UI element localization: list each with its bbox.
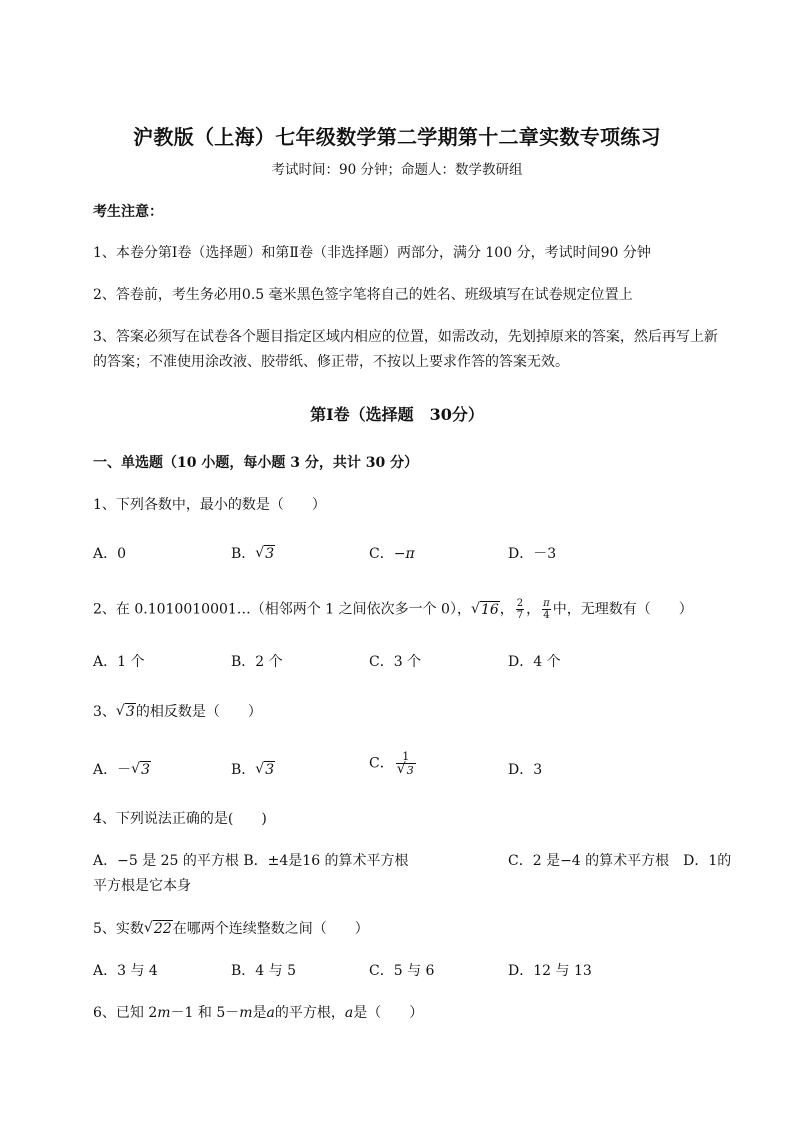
notice-item-3-line-2: 的答案；不准使用涂改液、胶带纸、修正带，不按以上要求作答的答案无效。 [93,354,569,370]
page-title: 沪教版（上海）七年级数学第二学期第十二章实数专项练习 [133,125,661,149]
q4-options-line-2: 平方根是它本身 [93,878,191,894]
q4-options-line-1-c: C．2 是−4 的算术平方根 D．1的 [508,853,732,869]
q1-option-b: B．√ 3 [231,543,275,563]
q1-option-a: A．0 [93,546,127,562]
q4-options-line-1: A．−5 是 25 的平方根 B．±4是16 的算术平方根 [93,853,409,869]
q3-option-d: D．3 [508,762,543,778]
question-5-stem: 5、实数√ 22在哪两个连续整数之间（ ） [93,918,369,938]
exam-info: 考试时间：90 分钟；命题人：数学教研组 [271,162,523,178]
q1-option-c: C．−π [369,546,415,562]
question-6-stem: 6、已知 2m－1 和 5－m是a的平方根，a是（ ） [93,1005,424,1021]
notice-item-1: 1、本卷分第Ⅰ卷（选择题）和第Ⅱ卷（非选择题）两部分，满分 100 分，考试时间90 分钟 [93,245,651,261]
q2-option-b: B．2 个 [231,654,283,670]
q5-option-d: D．12 与 13 [508,963,592,979]
q1-option-d: D．－3 [508,546,557,562]
q5-option-a: A．3 与 4 [93,963,158,979]
notice-item-3-line-1: 3、答案必须写在试卷各个题目指定区域内相应的位置，如需改动，先划掉原来的答案，然后再写上新 [93,329,718,345]
q5-option-c: C．5 与 6 [369,963,435,979]
fraction-2-7: $\frac{2}{7}$ [516,598,524,621]
question-1-stem: 1、下列各数中，最小的数是（ ） [93,497,326,513]
q2-option-c: C．3 个 [369,654,422,670]
q3-option-c: C． 1 √ 3 [369,750,418,777]
fraction-pi-4: $\frac{\pi}{4}$ [543,598,550,621]
question-3-stem: 3、√ 3的相反数是（ ） [93,701,262,721]
q3-option-a: A．－√ 3 [93,759,151,779]
notice-heading: 考生注意： [93,204,163,220]
notice-item-2: 2、答卷前，考生务必用0.5 毫米黑色签字笔将自己的姓名、班级填写在试卷规定位置上 [93,287,633,303]
q2-option-d: D．4 个 [508,654,561,670]
part-heading: 一、单选题（10 小题，每小题 3 分，共计 30 分） [93,455,419,471]
q5-option-b: B．4 与 5 [231,963,297,979]
section-title: 第Ⅰ卷（选择题 30分） [310,405,484,424]
question-2-stem: 2、在 0.1010010001…（相邻两个 1 之间依次多一个 0），√ 16， $\frac{2}{7}$ ， $\frac{\pi}{4}$ 中，无理数有（ ） [93,598,693,621]
question-4-stem: 4、下列说法正确的是( ) [93,811,267,827]
q2-option-a: A．1 个 [93,654,145,670]
q3-option-b: B．√ 3 [231,759,275,779]
